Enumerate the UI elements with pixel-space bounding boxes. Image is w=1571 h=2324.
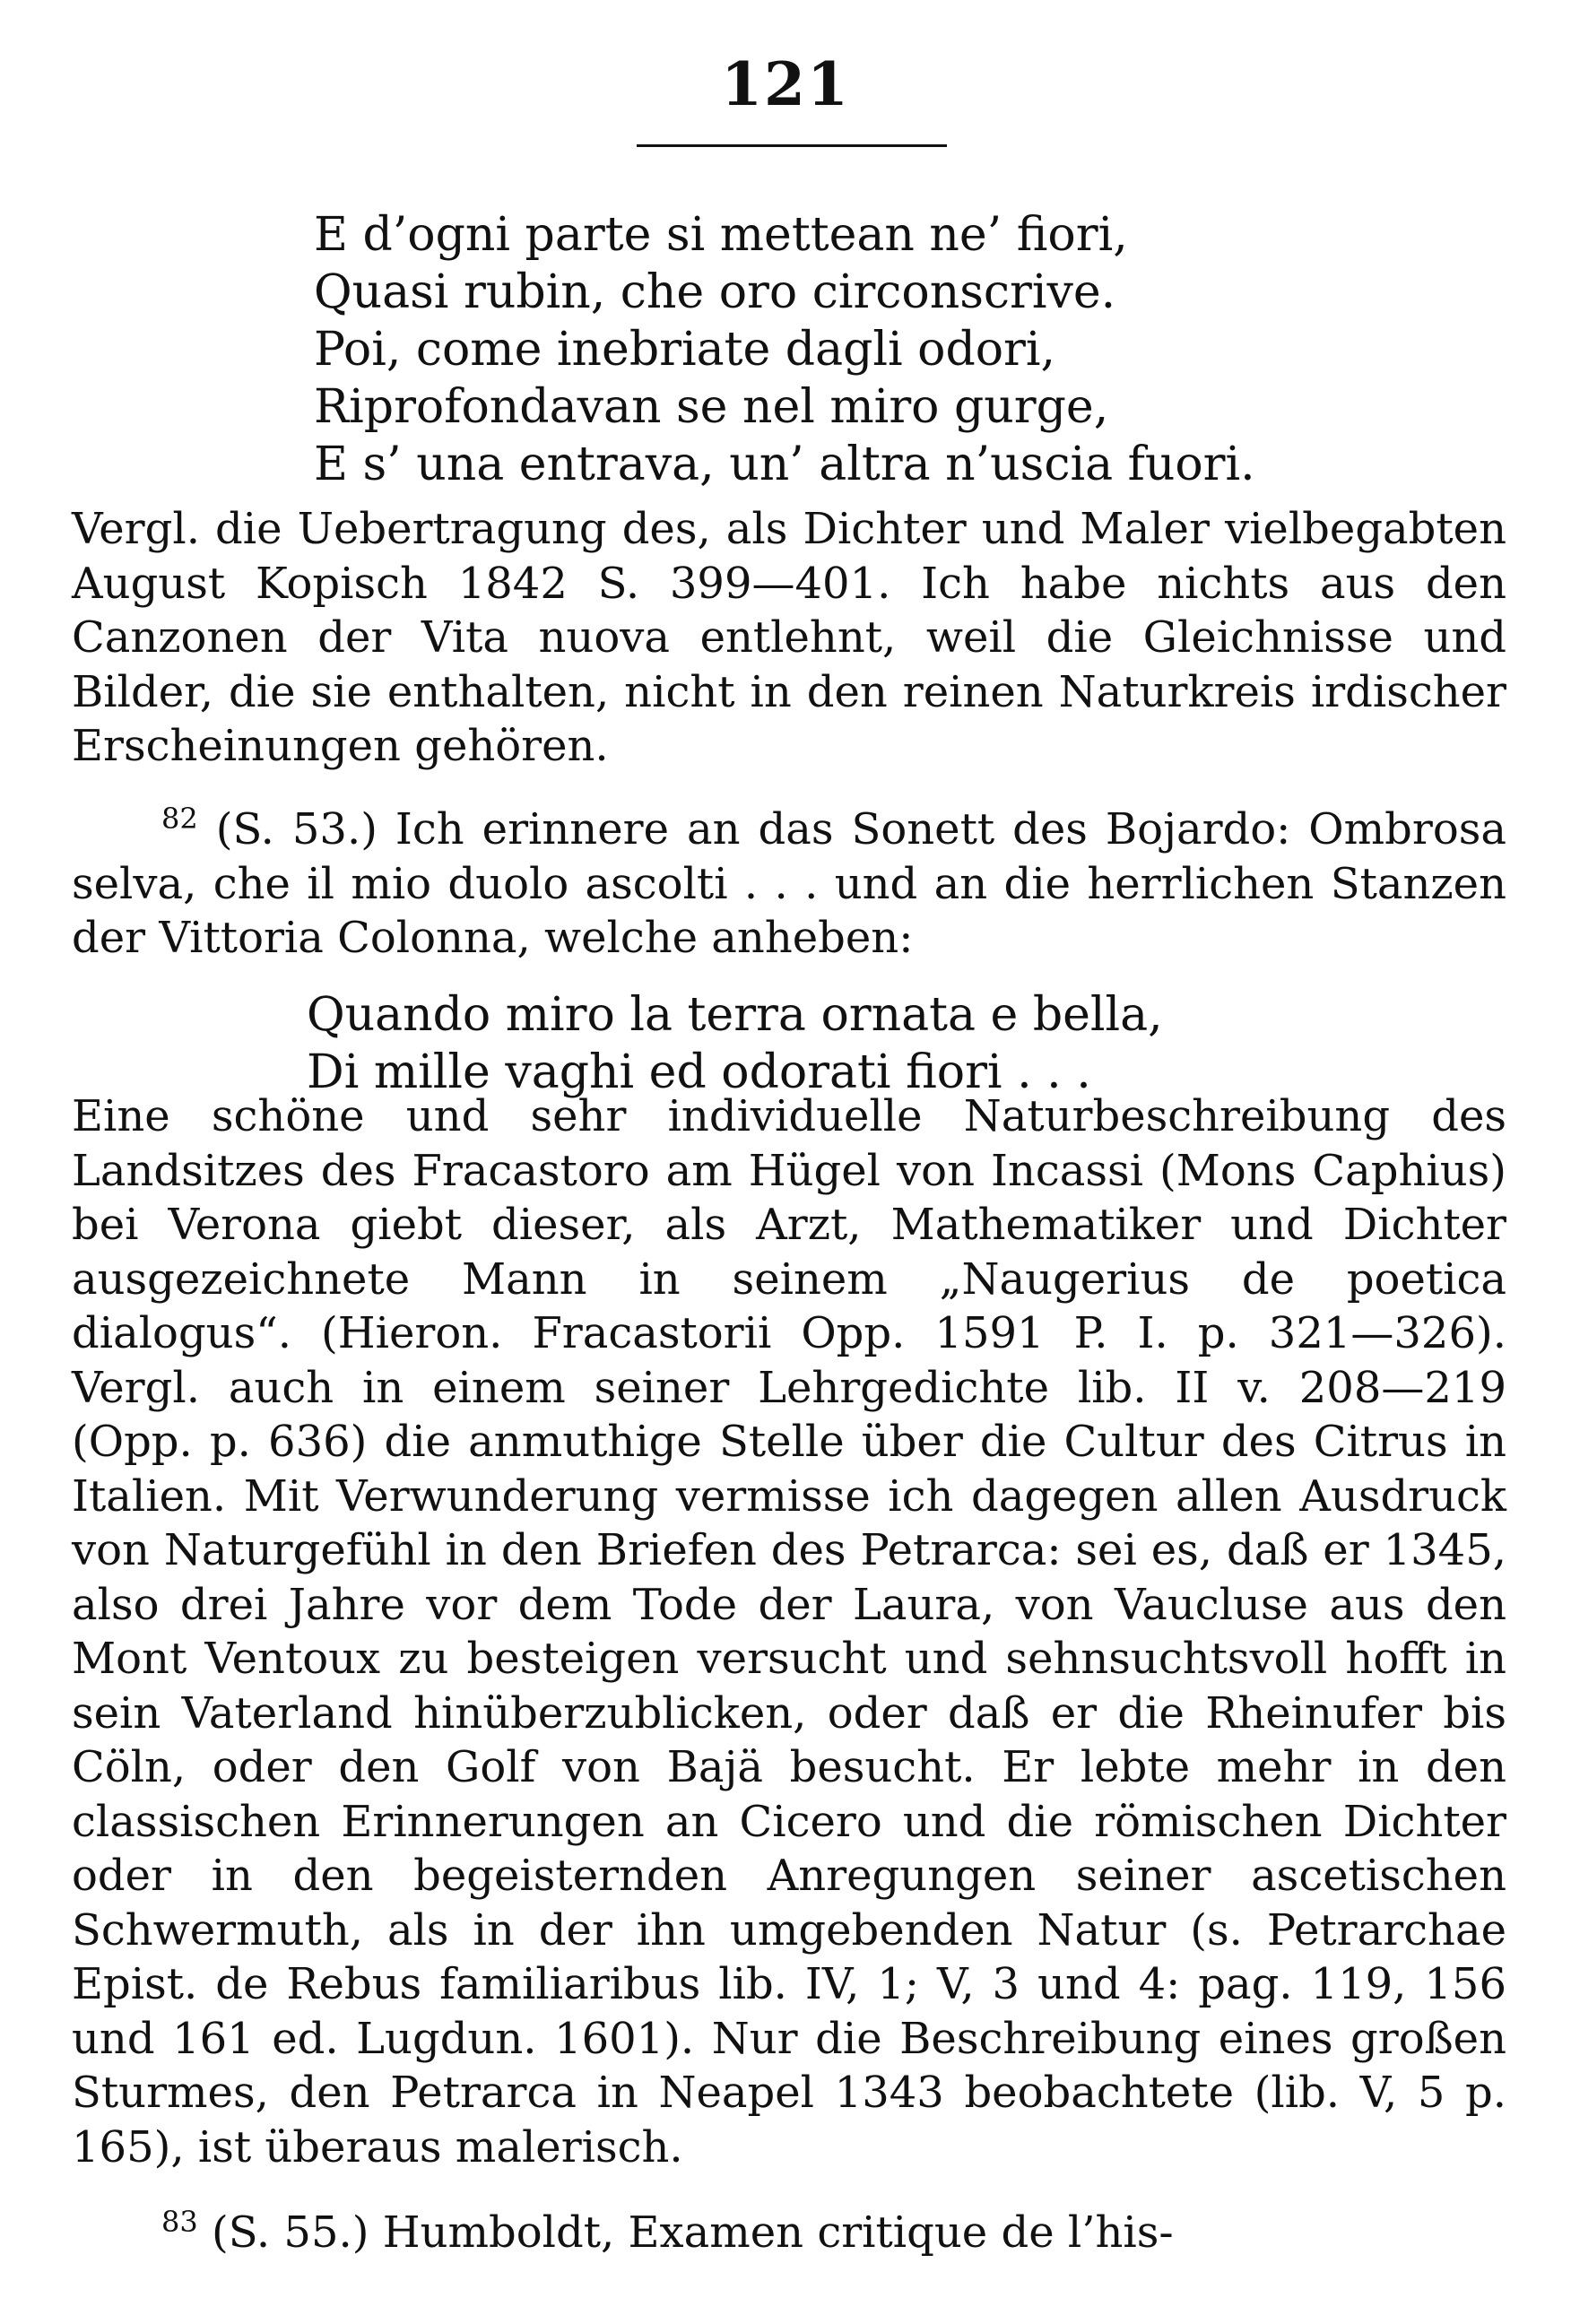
endnote-number: 82	[161, 802, 198, 836]
italian-verse-stanza	[314, 206, 1255, 493]
verse-line: E s’ una entrava, un’ altra n’uscia fuori.	[314, 438, 1255, 491]
endnote-text: (S. 55.) Humboldt, Examen critique de l’his-	[211, 2207, 1174, 2258]
italian-verse-quote	[307, 986, 1163, 1101]
endnote-83	[72, 2206, 1506, 2260]
verse-line: E d’ogni parte si mettean ne’ fiori,	[314, 208, 1128, 262]
verse-line: Quando miro la terra ornata e bella,	[307, 988, 1163, 1042]
endnote-number: 83	[161, 2205, 198, 2239]
commentary-paragraph: Eine schöne und sehr individuelle Naturbeschreibung des Landsitzes des Fracastoro am Hügel von Incassi (Mons Caphius) bei Verona giebt dieser, als Arzt, Mathematiker und Dichter ausgezeichnete Mann in seinem „Naugerius de poetica dialogus“. (Hieron. Fracastorii Opp. 1591 P. I. p. 321—326). Vergl. auch in einem seiner Lehrgedichte lib. II v. 208—219 (Opp. p. 636) die anmuthige Stelle über die Cultur des Citrus in Italien. Mit Verwunderung vermisse ich dagegen allen Ausdruck von Naturgefühl in den Briefen des Petrarca: sei es, daß er 1345, also drei Jahre vor dem Tode der Laura, von Vaucluse aus den Mont Ventoux zu besteigen versucht und sehnsuchtsvoll hofft in sein Vaterland hinüberzublicken, oder daß er die Rheinufer bis Cöln, oder den Golf von Bajä besucht. Er lebte mehr in den classischen Erinnerungen an Cicero und die römischen Dichter oder in den begeisternden Anregungen seiner ascetischen Schwermuth, als in der ihn umgebenden Natur (s. Petrarchae Epist. de Rebus familiaribus lib. IV, 1; V, 3 und 4: pag. 119, 156 und 161 ed. Lugdun. 1601). Nur die Beschreibung eines großen Sturmes, den Petrarca in Neapel 1343 beobachtete (lib. V, 5 p. 165), ist überaus malerisch.	[72, 1091, 1506, 2172]
endnote-text: (S. 53.) Ich erinnere an das Sonett des Bojardo: Ombrosa selva, che il mio duolo ascolti . . . und an die herrlichen Stanzen der Vittoria Colonna, welche anheben:	[72, 804, 1506, 963]
verse-line: Riprofondavan se nel miro gurge,	[314, 380, 1109, 434]
header-rule	[637, 144, 947, 147]
verse-line: Poi, come inebriate dagli odori,	[314, 323, 1056, 377]
verse-line: Di mille vaghi ed odorati fiori . . .	[307, 1045, 1091, 1099]
page-number: 121	[721, 49, 850, 119]
verse-line: Quasi rubin, che oro circonscrive.	[314, 265, 1116, 319]
commentary-paragraph: Vergl. die Uebertragung des, als Dichter und Maler vielbegabten August Kopisch 1842 S. 399—401. Ich habe nichts aus den Canzonen der Vita nuova entlehnt, weil die Gleichnisse und Bilder, die sie enthalten, nicht in den reinen Naturkreis irdischer Erscheinungen gehören.	[72, 504, 1506, 771]
endnote-82	[72, 802, 1506, 966]
